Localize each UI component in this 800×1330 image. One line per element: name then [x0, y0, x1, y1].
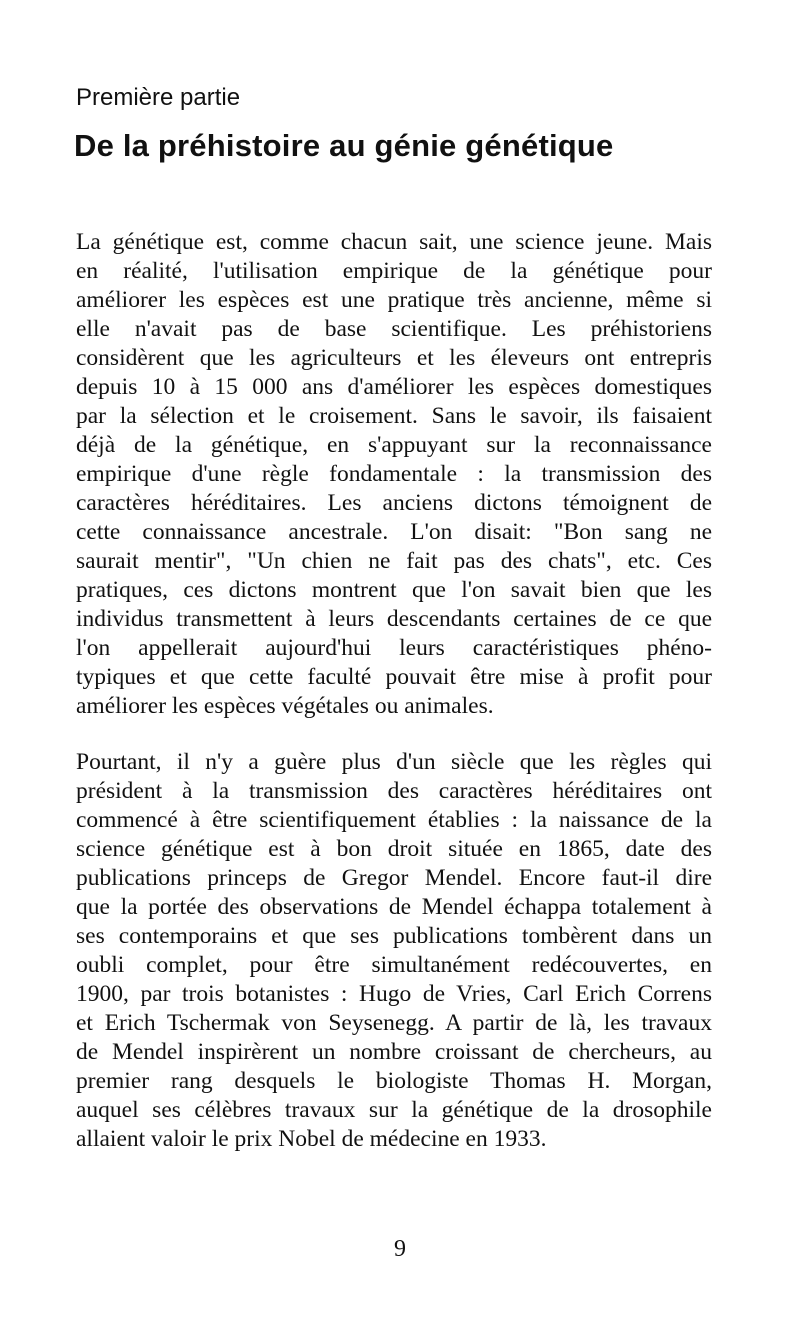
text-line: oubli complet, pour être simultanément redécouvertes, en	[76, 952, 712, 978]
text-line: par la sélection et le croisement. Sans le savoir, ils faisaient	[76, 403, 712, 429]
text-line: pratiques, ces dictons montrent que l'on savait bien que les	[76, 577, 712, 603]
text-line: président à la transmission des caractères héréditaires ont	[76, 778, 712, 804]
text-line: et Erich Tschermak von Seysenegg. A partir de là, les travaux	[76, 1010, 712, 1036]
text-line: typiques et que cette faculté pouvait être mise à profit pour	[76, 664, 712, 690]
text-line: de Mendel inspirèrent un nombre croissant de chercheurs, au	[76, 1039, 712, 1065]
text-line: depuis 10 à 15 000 ans d'améliorer les espèces domestiques	[76, 374, 712, 400]
text-line: Pourtant, il n'y a guère plus d'un siècle que les règles qui	[76, 749, 712, 775]
paragraph-1	[76, 228, 712, 721]
text-line: auquel ses célèbres travaux sur la génétique de la drosophile	[76, 1097, 712, 1123]
text-line: améliorer les espèces est une pratique très ancienne, même si	[76, 287, 712, 313]
text-line: La génétique est, comme chacun sait, une science jeune. Mais	[76, 229, 712, 255]
text-line: caractères héréditaires. Les anciens dictons témoignent de	[76, 490, 712, 516]
text-line: publications princeps de Gregor Mendel. Encore faut-il dire	[76, 865, 712, 891]
page-number: 9	[394, 1236, 406, 1262]
text-line: cette connaissance ancestrale. L'on disait: "Bon sang ne	[76, 519, 712, 545]
chapter-title: De la préhistoire au génie génétique	[74, 128, 614, 163]
text-line: l'on appellerait aujourd'hui leurs caractéristiques phéno-	[76, 635, 712, 661]
text-line: ses contemporains et que ses publications tombèrent dans un	[76, 923, 712, 949]
paragraph-2	[76, 748, 712, 1154]
text-line: commencé à être scientifiquement établies : la naissance de la	[76, 807, 712, 833]
text-line: que la portée des observations de Mendel échappa totalement à	[76, 894, 712, 920]
text-line: empirique d'une règle fondamentale : la transmission des	[76, 461, 712, 487]
text-line: 1900, par trois botanistes : Hugo de Vries, Carl Erich Correns	[76, 981, 712, 1007]
text-line: allaient valoir le prix Nobel de médecine en 1933.	[76, 1126, 547, 1152]
text-line: considèrent que les agriculteurs et les éleveurs ont entrepris	[76, 345, 712, 371]
text-line: science génétique est à bon droit située en 1865, date des	[76, 836, 712, 862]
text-line: améliorer les espèces végétales ou animales.	[76, 693, 494, 719]
text-line: premier rang desquels le biologiste Thomas H. Morgan,	[76, 1068, 712, 1094]
text-line: saurait mentir", "Un chien ne fait pas des chats", etc. Ces	[76, 548, 712, 574]
text-line: en réalité, l'utilisation empirique de la génétique pour	[76, 258, 712, 284]
text-line: individus transmettent à leurs descendants certaines de ce que	[76, 606, 712, 632]
text-line: elle n'avait pas de base scientifique. Les préhistoriens	[76, 316, 712, 342]
part-label: Première partie	[76, 84, 241, 111]
text-line: déjà de la génétique, en s'appuyant sur la reconnaissance	[76, 432, 712, 458]
